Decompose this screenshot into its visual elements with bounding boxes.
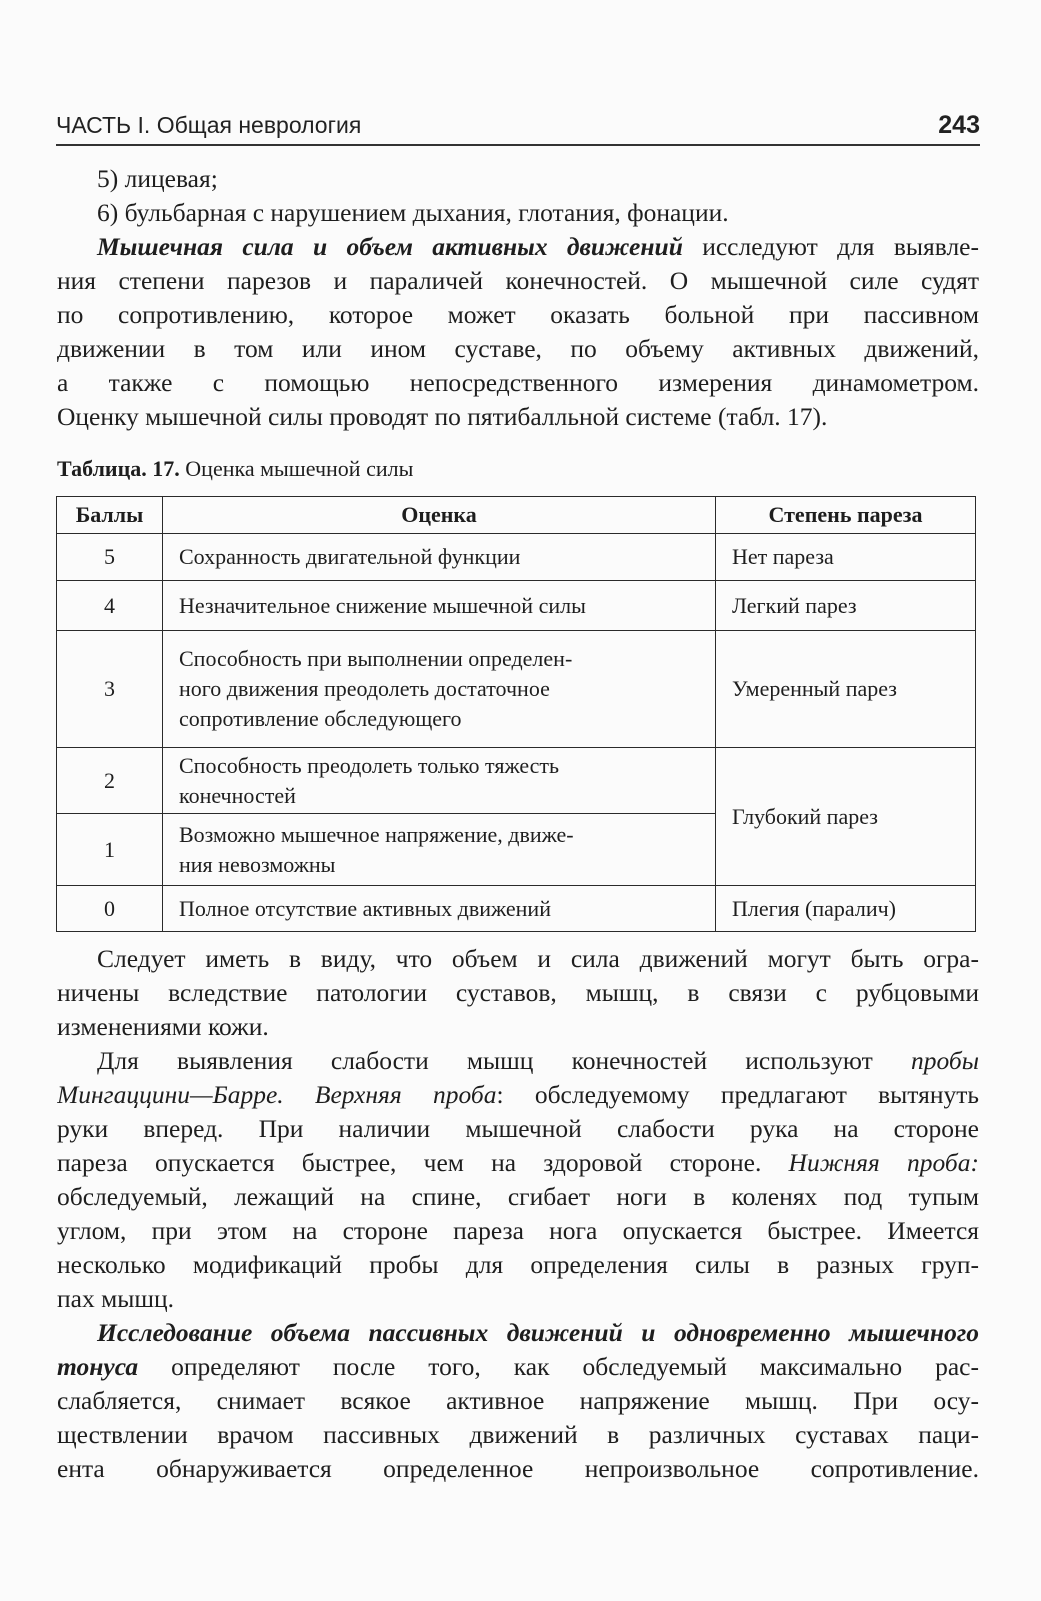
paragraph-limitations: [57, 942, 979, 1044]
intro-list: [57, 162, 979, 230]
paragraph-line: ничены вследствие патологии суставов, мышц, в связи с рубцовыми: [57, 978, 979, 1007]
table-row: [57, 534, 976, 581]
degree-cell: Плегия (паралич): [716, 886, 976, 932]
table-row: [57, 748, 976, 814]
score-cell: 5: [57, 534, 163, 581]
paragraph-line: руки вперед. При наличии мышечной слабости рука на стороне: [57, 1114, 979, 1143]
paragraph-line: по сопротивлению, которое может оказать больной при пассивном: [57, 300, 979, 329]
paragraph-line: углом, при этом на стороне пареза нога опускается быстрее. Имеется: [57, 1216, 979, 1245]
term-muscle-strength: Мышечная сила и объем активных движений: [97, 232, 683, 261]
paragraph-line: обследуемый, лежащий на спине, сгибает ноги в коленях под тупым: [57, 1182, 979, 1211]
score-cell: 3: [57, 631, 163, 748]
paragraph-line: Для выявления слабости мышц конечностей используют пробы: [97, 1046, 979, 1075]
table-row: [57, 581, 976, 631]
paragraph-line: Мышечная сила и объем активных движений исследуют для выявле-: [97, 232, 979, 261]
table-row: [57, 631, 976, 748]
list-item: 6) бульбарная с нарушением дыхания, глотания, фонации.: [97, 198, 729, 227]
degree-cell: Нет пареза: [716, 534, 976, 581]
assessment-cell: Полное отсутствие активных движений: [163, 886, 716, 932]
paragraph-passive-movements: [57, 1316, 979, 1486]
chapter-title: ЧАСТЬ I. Общая неврология: [56, 112, 362, 138]
table-caption-text: Оценка мышечной силы: [179, 456, 414, 481]
paragraph-line: а также с помощью непосредственного измерения динамометром.: [57, 368, 979, 397]
table-caption: [57, 455, 413, 483]
table-caption-label: Таблица. 17.: [57, 456, 180, 481]
table-row: [57, 886, 976, 932]
muscle-strength-table: [56, 496, 976, 932]
degree-cell: Глубокий парез: [716, 748, 976, 886]
term-mingazzini-barre: Мингаццини—Барре. Верхняя проба: [57, 1080, 497, 1109]
paragraph-line: тонуса определяют после того, как обследуемый максимально рас-: [57, 1352, 979, 1381]
table-header-row: [57, 497, 976, 534]
paragraph-line: Исследование объема пассивных движений и одновременно мышечного: [97, 1318, 979, 1347]
paragraph-line: изменениями кожи.: [57, 1012, 269, 1041]
paragraph-line: ществлении врачом пассивных движений в различных суставах паци-: [57, 1420, 979, 1449]
paragraph-line: несколько модификаций пробы для определения силы в разных груп-: [57, 1250, 979, 1279]
paragraph-line: движении в том или ином суставе, по объему активных движений,: [57, 334, 979, 363]
term-tests: пробы: [910, 1046, 979, 1075]
degree-cell: Умеренный парез: [716, 631, 976, 748]
assessment-cell: Возможно мышечное напряжение, движе- ния невозможны: [163, 814, 716, 886]
column-header-assessment: Оценка: [163, 497, 716, 534]
assessment-cell: Способность при выполнении определен- ного движения преодолеть достаточное сопротивление обследующего: [163, 631, 716, 748]
paragraph-line: ента обнаруживается определенное непроизвольное сопротивление.: [57, 1454, 979, 1483]
list-item: 5) лицевая;: [97, 164, 218, 193]
term-lower-test: Нижняя проба:: [788, 1148, 979, 1177]
paragraph-line: пах мышц.: [57, 1284, 175, 1313]
paragraph-line: пареза опускается быстрее, чем на здоровой стороне. Нижняя проба:: [57, 1148, 979, 1177]
score-cell: 2: [57, 748, 163, 814]
paragraph-line: Мингаццини—Барре. Верхняя проба: обследуемому предлагают вытянуть: [57, 1080, 979, 1109]
running-header: [56, 108, 980, 146]
paragraph-line: Оценку мышечной силы проводят по пятибалльной системе (табл. 17).: [57, 402, 828, 431]
assessment-cell: Способность преодолеть только тяжесть конечностей: [163, 748, 716, 814]
degree-cell: Легкий парез: [716, 581, 976, 631]
paragraph-muscle-strength: [57, 230, 979, 434]
column-header-score: Баллы: [57, 497, 163, 534]
column-header-paresis-degree: Степень пареза: [716, 497, 976, 534]
paragraph-line: Следует иметь в виду, что объем и сила движений могут быть огра-: [97, 944, 979, 973]
score-cell: 1: [57, 814, 163, 886]
score-cell: 4: [57, 581, 163, 631]
assessment-cell: Незначительное снижение мышечной силы: [163, 581, 716, 631]
paragraph-line: ния степени парезов и параличей конечностей. О мышечной силе судят: [57, 266, 979, 295]
paragraph-line: слабляется, снимает всякое активное напряжение мышц. При осу-: [57, 1386, 979, 1415]
paragraph-barre-test: [57, 1044, 979, 1316]
term-tone: тонуса: [57, 1352, 139, 1381]
assessment-cell: Сохранность двигательной функции: [163, 534, 716, 581]
score-cell: 0: [57, 886, 163, 932]
page-number: 243: [938, 111, 980, 139]
